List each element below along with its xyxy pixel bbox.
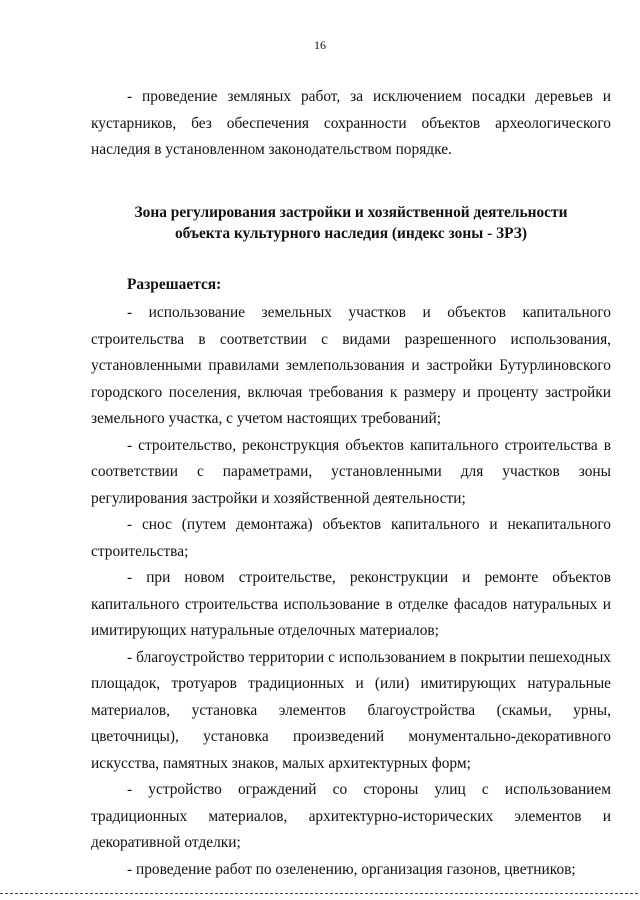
- section-heading-line-1: Зона регулирования застройки и хозяйственной деятельности: [134, 203, 568, 221]
- list-item: - снос (путем демонтажа) объектов капитального и некапитального строительства;: [91, 516, 611, 560]
- section-heading: [91, 202, 611, 244]
- allowed-label: Разрешается:: [127, 275, 222, 293]
- document-body: [91, 84, 611, 883]
- list-item: - благоустройство территории с использованием в покрытии пешеходных площадок, тротуаров традиционных и (или) имитирующих натуральные материалов, установка элементов благоустройства (скамьи, урны, цветочницы), установка произведений монументально-декоративного искусства, памятных знаков, малых архитектурных форм;: [91, 648, 611, 772]
- list-item: - устройство ограждений со стороны улиц с использованием традиционных материалов, архитектурно-исторических элементов и декоративной отделки;: [91, 781, 611, 851]
- list-item: - проведение работ по озеленению, организация газонов, цветников;: [127, 860, 576, 878]
- list-item: - при новом строительстве, реконструкции и ремонте объектов капитального строительства использование в отделке фасадов натуральных и имитирующих натуральные отделочных материалов;: [91, 569, 611, 639]
- intro-paragraph: - проведение земляных работ, за исключением посадки деревьев и кустарников, без обеспечения сохранности объектов археологического наследия в установленном законодательством порядке.: [91, 88, 611, 158]
- scan-edge-line: [0, 893, 640, 894]
- section-heading-line-2: объекта культурного наследия (индекс зоны - ЗРЗ): [174, 224, 528, 242]
- list-item: - использование земельных участков и объектов капитального строительства в соответствии с видами разрешенного использования, установленными правилами землепользования и застройки Бутурлиновского городского поселения, включая требования к размеру и проценту застройки земельного участка, с учетом настоящих требований;: [91, 304, 611, 427]
- page-number: 16: [314, 38, 326, 52]
- list-item: - строительство, реконструкция объектов капитального строительства в соответствии с параметрами, установленными для участков зоны регулирования застройки и хозяйственной деятельности;: [91, 436, 611, 507]
